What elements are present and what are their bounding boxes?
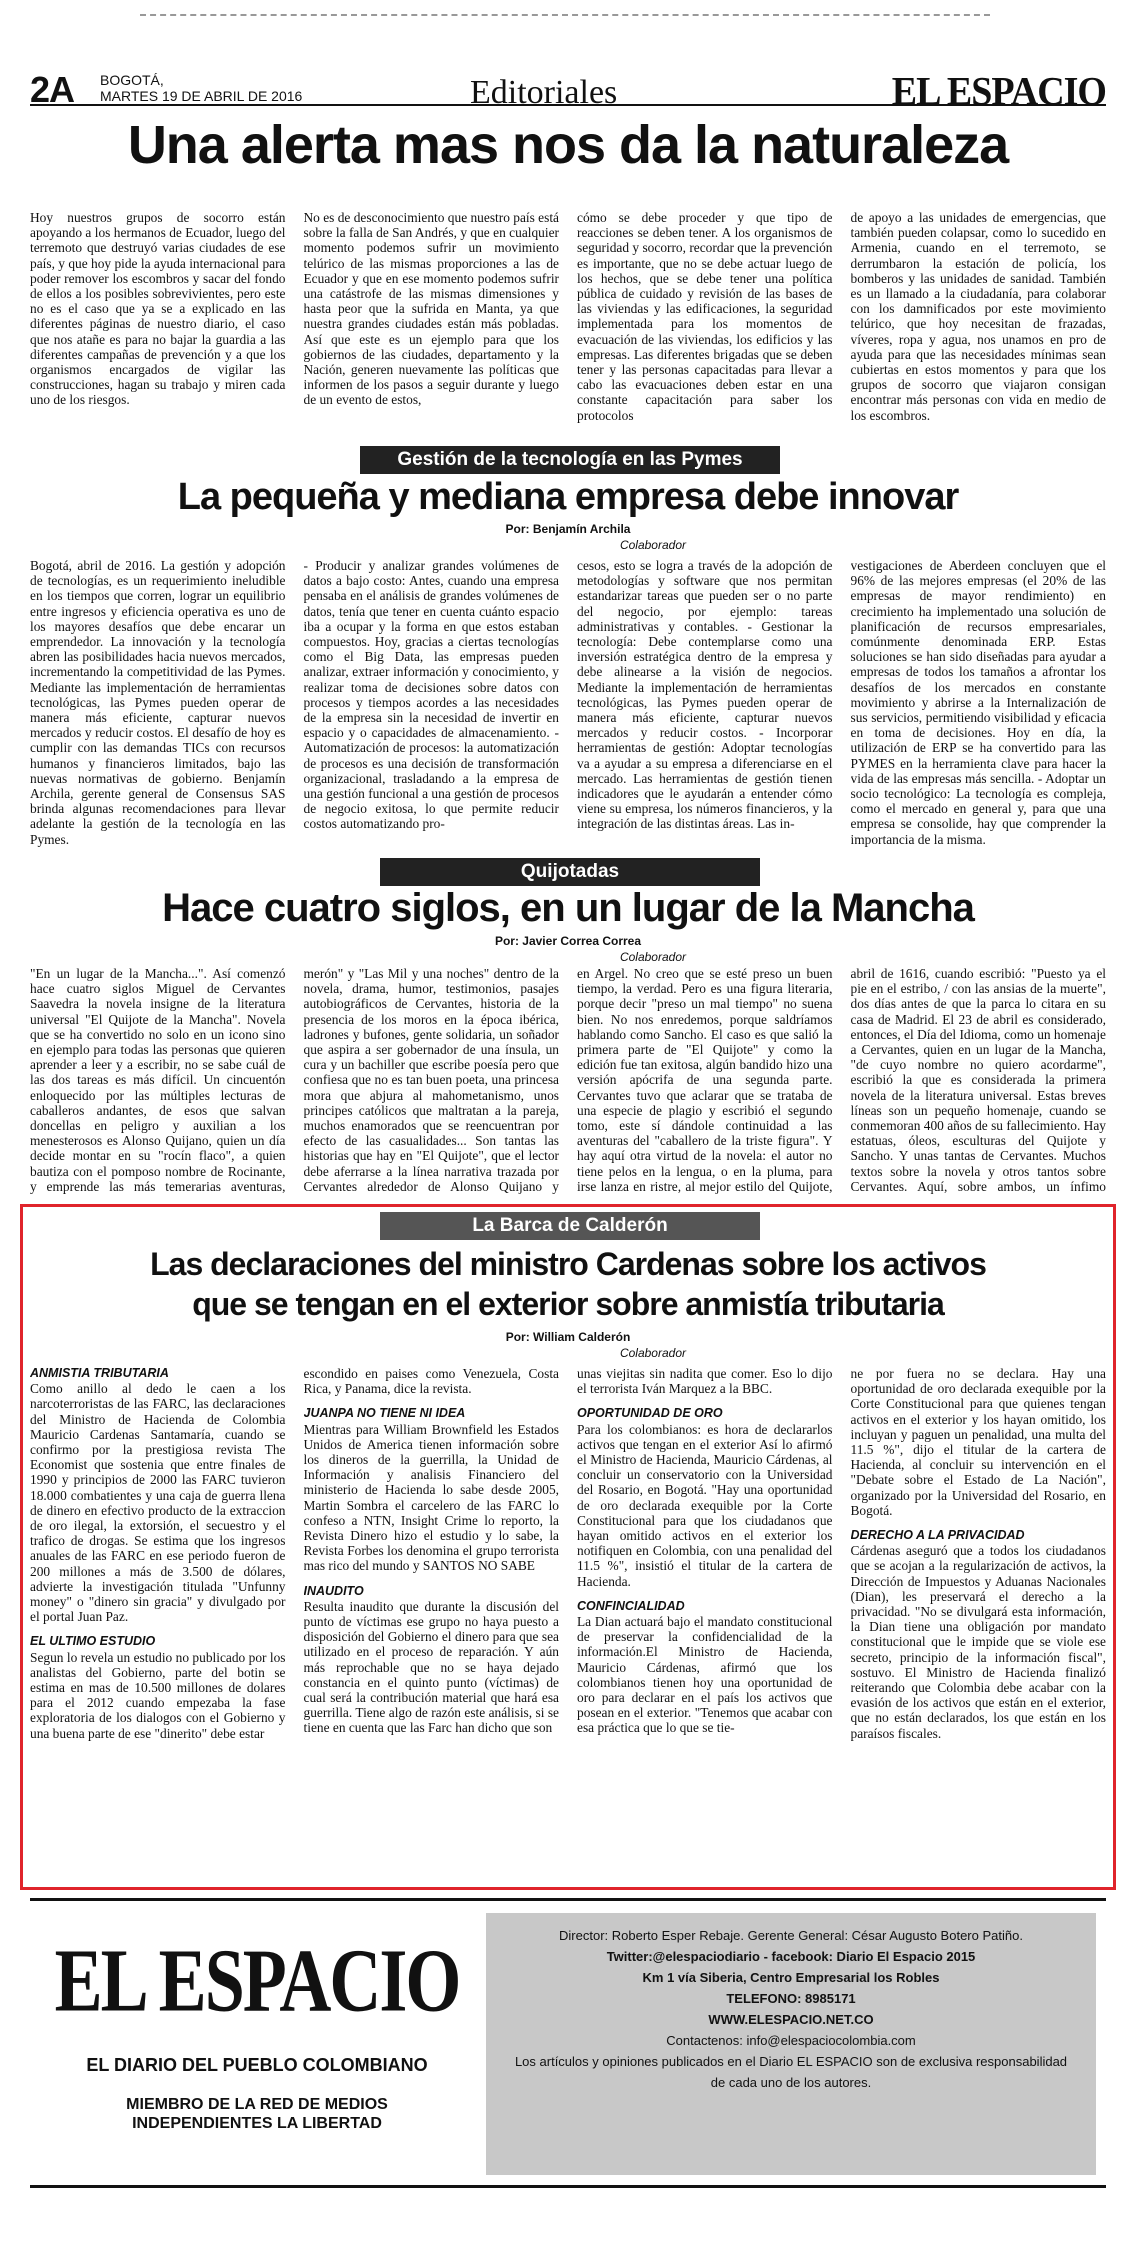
subhead-privacidad: DERECHO A LA PRIVACIDAD bbox=[850, 1528, 1025, 1543]
page-number: 2A bbox=[30, 69, 75, 110]
subhead-ultimo-estudio: EL ULTIMO ESTUDIO bbox=[30, 1634, 156, 1649]
article4-col2-text2: Resulta inaudito que durante la discusión del punto de víctimas ese grupo no haya puesto a disposición del Gobierno el dinero para que sea utilizado en el proceso de reparación. Y aún más reprochable que no se haya dejado constancia en el quinto punto (víctimas) de cual será la contribución material que hará esa guerrilla. Tiene algo de razón este análisis, si se tiene en cuenta que las Farc han dicho que son bbox=[303, 1598, 559, 1736]
subhead-juanpa: JUANPA NO TIENE NI IDEA bbox=[303, 1406, 466, 1421]
article3-headline: Hace cuatro siglos, en un lugar de la Mancha bbox=[162, 886, 974, 930]
article4-col-4 bbox=[851, 1366, 1107, 1880]
article4-col1-text2: Segun lo revela un estudio no publicado por los analistas del Gobierno, parte del botin se estima en mas de 10.500 millones de dolares para el 2012 cuando empezaba la fase exploratoria de los dialogos con el Gobierno y una buena parte de ese "dinerito" debe estar bbox=[30, 1649, 286, 1741]
article3-body bbox=[30, 966, 1106, 1196]
article4-col-2 bbox=[304, 1366, 560, 1880]
city: BOGOTÁ, bbox=[100, 72, 164, 88]
article4-byline: Por: William Calderón bbox=[505, 1330, 631, 1344]
footer-network bbox=[42, 2095, 472, 2133]
article4-headline bbox=[30, 1244, 1106, 1324]
article4-role: Colaborador bbox=[619, 1346, 686, 1360]
article3-col-1: "En un lugar de la Mancha...". Así comenzó hace cuatro siglos Miguel de Cervantes Saavedra la novela insigne de la literatura universal "El Quijote de la Mancha". Novela que se ha convertido no solo en un icono sino en ejemplo para todas las personas que quieren aprender a leer y a escribir, no se sabe cuál de las dos tareas es más difícil. Un cincuentón enloquecido por las múltiples lecturas de caballeros andantes, de esos que salvan doncellas en peligro y auxilian a los menesterosos es Alonso Quijano, quien un día decide montar en su "rocín flaco", a quien bautiza con el pomposo nombre de Rocinante, y emprende las más temerarias aventuras, bbox=[30, 966, 286, 1194]
article4-col-3 bbox=[577, 1366, 833, 1880]
article3-role: Colaborador bbox=[619, 950, 686, 964]
article4-headline-line1: Las declaraciones del ministro Cardenas sobre los activos bbox=[150, 1246, 986, 1282]
article2-col-3: cesos, esto se logra a través de la adopción de metodologías y software que nos permitan estandarizar tareas que pueden ser o no parte del negocio, por ejemplo: tareas administrativas y contables. - Gestionar la tecnología: Debe contemplarse como una inversión estratégica dentro de la empresa y debe alinearse a la visión de negocios. Mediante la implementación de herramientas tecnológicas, las Pymes pueden operar de manera más eficiente, capturar nuevos mercados y reducir costos. - Incorporar herramientas de gestión: Adoptar tecnologías va a ayudar a su empresa a diferenciarse en el mercado. Las herramientas de gestión tienen indicadores que le ayudarán a entender cómo viene su empresa, los números financieros, y la integración de las distintas áreas. Las in- bbox=[577, 558, 833, 832]
article4-col2-text0: escondido en paises como Venezuela, Costa Rica, y Panama, dice la revista. bbox=[303, 1366, 559, 1397]
article4-col3-text1: Para los colombianos: es hora de declararlos activos que tengan en el exterior Así lo afirmó el Ministro de Hacienda, Mauricio Cárdenas, al concluir un conservatorio con la Universidad del Rosario, en Bogotá. "Hay una oportunidad de oro declarada exequible por la Corte Constitucional para que los ciudadanos que hayan omitido activos en el exterior los notifiquen en Colombia, con una penalidad del 11.5 %", insistió el titular de la cartera de Hacienda. bbox=[577, 1421, 833, 1589]
article4-kicker: La Barca de Calderón bbox=[380, 1212, 760, 1240]
masthead-social: Twitter:@elespaciodiario - facebook: Diario El Espacio 2015 bbox=[606, 1949, 976, 1964]
article2-col-1: Bogotá, abril de 2016. La gestión y adopción de tecnologías, es un requerimiento ineludible en los tiempos que corren, lograr un equilibrio entre ingresos y eficiencia operativa es uno de los mayores desafíos que debe encarar un emprendedor. La innovación y la tecnología abren las posibilidades hacia nuevos mercados, incrementando la competitividad de las Pymes. Mediante las implementación de herramientas tecnológicas, las Pymes pueden operar de manera más eficiente, capturar nuevos mercados y reducir costos. El desafío de hoy es cumplir con las demandas TICs con recursos humanos y financieros limitados, bajo las nuevas normativas de gobierno. Benjamín Archila, gerente general de Consensus SAS brinda algunas recomendaciones para llevar adelante la gestión de la tecnología en las Pymes. bbox=[30, 558, 286, 847]
masthead-box bbox=[486, 1913, 1096, 2175]
masthead-address: Km 1 vía Siberia, Centro Empresarial los Robles bbox=[642, 1970, 940, 1985]
footer-tagline: EL DIARIO DEL PUEBLO COLOMBIANO bbox=[86, 2055, 428, 2075]
article3-kicker: Quijotadas bbox=[380, 858, 760, 886]
date: MARTES 19 DE ABRIL DE 2016 bbox=[100, 88, 303, 104]
masthead-web[interactable]: WWW.ELESPACIO.NET.CO bbox=[708, 2012, 874, 2027]
article3-col-2: merón" y "Las Mil y una noches" dentro de la novela, drama, humor, testimonios, pasajes autobiográficos de Cervantes, historia de la presencia de los moros en la época ibérica, ladrones y bufones, gente solidaria, un soñador que aspira a ser gobernador de una ínsula, un cura y un bachiller que escribe poesía pero que confiesa que no es tan buen poeta, una princesa mora que abjura al mahometanismo, unos principes católicos que maltratan a la pareja, muchos enamorados que se reencuentran por efecto de las casualidades... Son tantas las historias que hay en "El Quijote", que el lector debe aferrarse a la línea narrativa trazada por Cervantes alrededor de Alonso Quijano y bbox=[303, 966, 559, 1194]
masthead-contact[interactable]: Contactenos: info@elespaciocolombia.com bbox=[666, 2033, 916, 2048]
cut-line-divider bbox=[140, 14, 990, 16]
article1-col-2: No es de desconocimiento que nuestro país está sobre la falla de San Andrés, y que en cualquier momento podemos sufrir un movimiento telúrico de las mismas proporciones a las de Ecuador y que en ese momento podemos sufrir una catástrofe de las mismas dimensiones y hasta peor que la sufrida en Manta, ya que nuestra grandes ciudades están más pobladas. Así que este es un ejemplo para que los gobiernos de las ciudades, departamento y la Nación, generen nuevamente las políticas que informen de los pasos a seguir durante y luego de un evento de estos, bbox=[303, 210, 559, 408]
masthead-disclaimer-1: Los artículos y opiniones publicados en el Diario EL ESPACIO son de exclusiva responsabilidad bbox=[514, 2054, 1068, 2069]
article1-body bbox=[30, 210, 1106, 442]
article1-headline: Una alerta mas nos da la naturaleza bbox=[127, 115, 1009, 175]
article4-col4-text1: Cárdenas aseguró que a todos los ciudadanos que se acojan a la regularización de activos, la Dirección de Impuestos y Aduanas Nacionales (Dian), les preservará el derecho a la privacidad. "No se divulgará esta información, la Dian tiene una obligación por mandato constitucional que le impide que se viole ese secreto, principio de la información fiscal", sostuvo. El Ministro de Hacienda finalizó reiterando que Colombia debe acabar con la evasión de los activos que están en el exterior, que no están declarados, los que están en los paraísos fiscales. bbox=[850, 1543, 1106, 1741]
article4-col3-text0: unas viejitas sin nadita que comer. Eso lo dijo el terrorista Iván Marquez a la BBC. bbox=[577, 1366, 833, 1397]
article2-headline: La pequeña y mediana empresa debe innovar bbox=[177, 476, 959, 518]
section-title: Editoriales bbox=[470, 74, 618, 111]
subhead-anmistia: ANMISTIA TRIBUTARIA bbox=[30, 1366, 169, 1380]
network-line-1: MIEMBRO DE LA RED DE MEDIOS bbox=[126, 2096, 388, 2113]
masthead-disclaimer-2: de cada uno de los autores. bbox=[710, 2075, 872, 2090]
page-header bbox=[30, 14, 1106, 115]
article1-col-4: de apoyo a las unidades de emergencias, que también pueden colapsar, como lo sucedido en Armenia, cuando en el terremoto, se derrumbaron la estación de policía, los bomberos y las unidades de sanidad. También es un llamado a la ciudadanía, para colaborar con los damnificados por este movimiento telúrico, que hoy necesitan de frazadas, víveres, ropa y agua, nos unamos en pro de ayuda para que las necesidades mínimas sean cubiertas en estos momentos y para que los grupos de socorro que viajaron consigan encontrar más personas con vida en medio de los escombros. bbox=[850, 210, 1106, 423]
footer bbox=[30, 1898, 1106, 2188]
article2-kicker: Gestión de la tecnología en las Pymes bbox=[360, 446, 780, 474]
article2-col-2: - Producir y analizar grandes volúmenes de datos a bajo costo: Antes, cuando una empresa pensaba en el análisis de grandes volúmenes de datos, tenía que tener en cuenta cuánto espacio iba a ocupar y la forma en que estos estaban compuestos. Hoy, gracias a ciertas tecnologías como el Big Data, las empresas pueden analizar, extraer información y conocimiento, y realizar toma de decisiones sobre datos con procesos y tiempos acordes a las necesidades de la empresa sin la necesidad de invertir en espacio y o capacidades de almacenamiento. - Automatización de procesos: la automatización de procesos es una decisión de transformación organizacional, trasladando a la empresa de una gestión funcional a una gestión de procesos de negocio exitosa, lo que permite reducir costos automatizando pro- bbox=[303, 558, 559, 832]
newspaper-page bbox=[30, 14, 1106, 2234]
brand-logo: EL ESPACIO bbox=[891, 69, 1106, 115]
article2-col-4: vestigaciones de Aberdeen concluyen que el 96% de las mejores empresas (el 20% de las empresas de mayor rendimiento) en crecimiento ha implementado una solución de planificación de recursos empresariales, comúnmente denominada ERP. Estas soluciones se han sido diseñadas para ayudar a empresas de todos los tamaños a afrontar los desafíos de los mercados en constante movimiento y abrirse a la Internalización de sus servicios, permitiendo visibilidad y eficacia en toma de decisiones. Hoy en día, la utilización de ERP se ha convertido para las PYMES en la herramienta clave para hacer la vida de las empresas más sencilla. - Adoptar un socio tecnológico: La tecnología es compleja, como el mercado en general y, para que una empresa se consolide, hay que comprender la importancia de la misma. bbox=[850, 558, 1106, 847]
footer-logo: EL ESPACIO bbox=[54, 1930, 460, 2031]
article2-role: Colaborador bbox=[619, 538, 686, 552]
article2-body bbox=[30, 558, 1106, 854]
dateline bbox=[100, 72, 302, 104]
subhead-confincialidad: CONFINCIALIDAD bbox=[577, 1598, 685, 1613]
article4-headline-line2: que se tengan en el exterior sobre anmistía tributaria bbox=[192, 1286, 944, 1322]
network-line-2: INDEPENDIENTES LA LIBERTAD bbox=[132, 2115, 382, 2132]
article3-byline: Por: Javier Correa Correa bbox=[494, 934, 642, 948]
article4-col-1 bbox=[30, 1366, 286, 1880]
masthead-director: Director: Roberto Esper Rebaje. Gerente General: César Augusto Botero Patiño. bbox=[559, 1928, 1023, 1943]
article1-col-1: Hoy nuestros grupos de socorro están apoyando a los hermanos de Ecuador, luego del terremoto que destruyó varias ciudades de ese país, y que hoy pide la ayuda internacional para poder remover los escombros y sacar del fondo de ellos a los posibles sobrevivientes, pero este no es el caso que ya se a explicado en las diferentes páginas de nuestro diario, el caso que nos atañe es para no bajar la guardia a las diferentes campañas de prevención y a que los organismos encargados de vigilar las construcciones, hagan su trabajo y miren cada uno de los riesgos. bbox=[30, 210, 286, 408]
masthead-phone: TELEFONO: 8985171 bbox=[726, 1991, 856, 2006]
subhead-oportunidad: OPORTUNIDAD DE ORO bbox=[577, 1406, 723, 1421]
article2-byline: Por: Benjamín Archila bbox=[505, 522, 631, 536]
subhead-inaudito: INAUDITO bbox=[303, 1583, 364, 1598]
article4-body bbox=[30, 1366, 1106, 1880]
article4-col1-text1: Como anillo al dedo le caen a los narcoterroristas de las FARC, las declaraciones del Ministro de Hacienda de Colombia Mauricio Cardenas Santamaría, cuando se confirmo por la prestigiosa revista The Economist que sostenia que entre finales de 1990 y principios de 2000 las FARC tuvieron 18.000 combatientes y una caja de guerra llena de dinero en efectivo producto de la extraccion de oro ilegal, la extorsión, el secuestro y el trafico de drogas. Se estima que los ingresos anuales de las FARC en ese periodo fueron de 200 millones a más de 3.500 de dólares, advierte la investigación titulada "Unfunny money" o "dinero sin gracia" y divulgado por el portal Juan Paz. bbox=[30, 1381, 286, 1625]
article4-col4-text0: ne por fuera no se declara. Hay una oportunidad de oro declarada exequible por la Corte Constitucional para que quienes tengan activos en el exterior y los hayan omitido, los incluyan y paguen un penalidad, una multa del 11.5 %", dijo el titular de la cartera de Hacienda, al concluir su intervención en el "Debate sobre el Estado de La Nación", organizado por la Universidad del Rosario, en Bogotá. bbox=[850, 1366, 1106, 1518]
article3-col-4: abril de 1616, cuando escribió: "Puesto ya el pie en el estribo, / con las ansias de la muerte", dos días antes de que la parca lo citara en su casa de Madrid. El 23 de abril es considerado, entonces, el Día del Idioma, como un homenaje a Cervantes, quien en un lugar de la Mancha, "de cuyo nombre no quiero acordarme", escribió la que es considerada la primera novela de la literatura universal. Estas breves líneas son un pequeño homenaje, cuando se conmemoran 400 años de su fallecimiento. Hay estatuas, óleos, esculturas del Quijote y Sancho. Y unas tantas de Cervantes. Muchos textos sobre la novela y otros tantos sobre Cervantes. Aquí, sobre ambos, un ínfimo bbox=[850, 966, 1106, 1194]
article4-col2-text1: Mientras para William Brownfield les Estados Unidos de America tienen información sobre los dineros de la guerrilla, la Unidad de Información y analisis Financiero del ministerio de Hacienda lo sabe desde 2005, Martin Sombra el carcelero de las FARC lo confeso a NTN, Insight Crime lo reporto, la Revista Dinero hizo el estudio y lo sabe, la Revista Forbes los denomina el grupo terrorista mas rico del mundo y SANTOS NO SABE bbox=[303, 1421, 559, 1574]
article1-col-3: cómo se debe proceder y que tipo de reacciones se deben tener. A los organismos de seguridad y socorro, recordar que la prevención es importante, que no se debe actuar luego de los hechos, que se debe tener una política pública de cuidado y revisión de las bases de las viviendas y las edificaciones, la seguridad implementada para los momentos de evacuación de las viviendas, los edificios y las empresas. Las diferentes brigadas que se deben tener y las personas capacitadas para llevar a cabo las evacuaciones deben estar en una constante capacitación para saber los protocolos bbox=[577, 210, 833, 423]
article4-col3-text2: La Dian actuará bajo el mandato constitucional de preservar la confidencialidad de la información.El Ministro de Hacienda, Mauricio Cárdenas, afirmó que los colombianos tienen hoy una oportunidad de oro para declarar en el país los activos que posean en el exterior. "Tenemos que acabar con esa práctica que lo que se tie- bbox=[577, 1614, 833, 1736]
article3-col-3: en Argel. No creo que se esté preso un buen tiempo, la verdad. Pero es una figura literaria, porque decir "preso un mal tiempo" no suena bien. No nos enredemos, porque saldríamos hablando como Sancho. El caso es que salió la primera parte de "El Quijote" y como la edición fue tan exitosa, algún bandido hizo una versión apócrifa de una segunda parte. Cervantes tuvo que aclarar que se trataba de una especie de plagio y escribió el segundo tomo, este sí dándole continuidad a las aventuras del "caballero de la triste figura". Y hay aquí otra virtud de la novela: el autor no tiene pelos en la lengua, o en la pluma, para irse lanza en ristre, al mejor estilo del Quijote, bbox=[577, 966, 833, 1194]
